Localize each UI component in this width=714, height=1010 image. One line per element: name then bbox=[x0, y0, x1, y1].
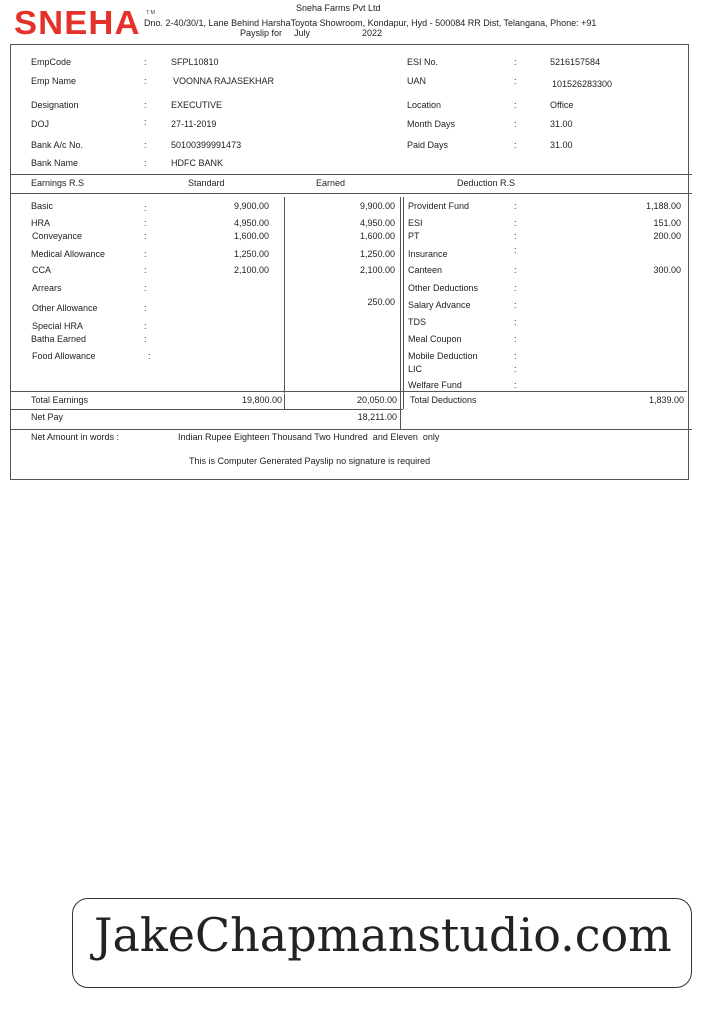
deduction-label: Canteen bbox=[408, 265, 443, 275]
colon: : bbox=[514, 57, 517, 67]
colon: : bbox=[144, 334, 147, 344]
col-sep bbox=[400, 197, 401, 429]
total-standard-value: 19,800.00 bbox=[241, 395, 282, 405]
earning-label: Arrears bbox=[32, 283, 62, 293]
colon: : bbox=[144, 117, 147, 127]
colon: : bbox=[144, 265, 147, 275]
col-sep bbox=[284, 394, 285, 410]
deduction-label: Other Deductions bbox=[408, 283, 479, 293]
colon: : bbox=[514, 300, 517, 310]
deduction-value: 200.00 bbox=[653, 231, 681, 241]
col-sep bbox=[284, 197, 285, 393]
bank-name-label: Bank Name bbox=[31, 158, 79, 168]
colon: : bbox=[144, 303, 147, 313]
month-days-value: 31.00 bbox=[550, 119, 573, 129]
deduction-label: Provident Fund bbox=[408, 201, 470, 211]
deduction-value: 1,188.00 bbox=[645, 201, 681, 211]
month-days-label: Month Days bbox=[407, 119, 456, 129]
earning-standard-value: 4,950.00 bbox=[233, 218, 269, 228]
location-value: Office bbox=[550, 100, 574, 110]
esi-value: 5216157584 bbox=[550, 57, 601, 67]
doj-value: 27-11-2019 bbox=[171, 119, 217, 129]
colon: : bbox=[144, 158, 147, 168]
empname-value: VOONNA RAJASEKHAR bbox=[173, 76, 275, 86]
colon: : bbox=[144, 218, 147, 228]
doj-label: DOJ bbox=[31, 119, 49, 129]
earning-earned-value: 9,900.00 bbox=[359, 201, 395, 211]
colon: : bbox=[514, 245, 517, 255]
bank-name-value: HDFC BANK bbox=[171, 158, 224, 168]
earning-standard-value: 1,250.00 bbox=[233, 249, 269, 259]
earning-standard-value: 1,600.00 bbox=[233, 231, 269, 241]
colon: : bbox=[514, 201, 517, 211]
deduction-label: Mobile Deduction bbox=[408, 351, 478, 361]
deduction-header: Deduction R.S bbox=[457, 178, 516, 188]
location-label: Location bbox=[407, 100, 442, 110]
table-top-rule bbox=[10, 174, 692, 175]
colon: : bbox=[514, 119, 517, 129]
company-logo: SNEHA TM bbox=[14, 4, 156, 41]
colon: : bbox=[514, 380, 517, 390]
colon: : bbox=[514, 76, 517, 86]
earning-label: CCA bbox=[32, 265, 52, 275]
totals-bottom-rule bbox=[10, 429, 692, 430]
earning-earned-value: 4,950.00 bbox=[359, 218, 395, 228]
earning-label: Basic bbox=[31, 201, 54, 211]
empname-label: Emp Name bbox=[31, 76, 77, 86]
total-deductions-value: 1,839.00 bbox=[648, 395, 684, 405]
earned-header: Earned bbox=[316, 178, 346, 188]
colon: : bbox=[514, 231, 517, 241]
colon: : bbox=[144, 140, 147, 150]
earning-label: Special HRA bbox=[32, 321, 84, 331]
company-name: Sneha Farms Pvt Ltd bbox=[296, 3, 381, 13]
total-earnings-label: Total Earnings bbox=[31, 395, 89, 405]
payslip-month: July bbox=[294, 28, 311, 38]
net-pay-label: Net Pay bbox=[31, 412, 64, 422]
colon: : bbox=[144, 100, 147, 110]
colon: : bbox=[514, 351, 517, 361]
designation-value: EXECUTIVE bbox=[171, 100, 223, 110]
colon: : bbox=[514, 334, 517, 344]
colon: : bbox=[148, 351, 151, 361]
earning-earned-value: 2,100.00 bbox=[359, 265, 395, 275]
deduction-label: Salary Advance bbox=[408, 300, 471, 310]
earning-label: HRA bbox=[31, 218, 51, 228]
earning-label: Batha Earned bbox=[31, 334, 87, 344]
empcode-value: SFPL10810 bbox=[171, 57, 219, 67]
deduction-label: ESI bbox=[408, 218, 423, 228]
total-earned-value: 20,050.00 bbox=[356, 395, 397, 405]
earnings-header: Earnings R.S bbox=[31, 178, 85, 188]
earning-label: Food Allowance bbox=[32, 351, 96, 361]
earning-label: Medical Allowance bbox=[31, 249, 106, 259]
col-sep bbox=[403, 197, 404, 409]
colon: : bbox=[144, 57, 147, 67]
colon: : bbox=[514, 265, 517, 275]
net-pay-value: 18,211.00 bbox=[357, 412, 397, 422]
computer-generated-note: This is Computer Generated Payslip no signature is required bbox=[189, 456, 431, 466]
total-deductions-label: Total Deductions bbox=[410, 395, 477, 405]
paid-days-value: 31.00 bbox=[550, 140, 573, 150]
totals-top-rule bbox=[10, 391, 687, 392]
colon: : bbox=[514, 283, 517, 293]
earning-earned-value: 1,250.00 bbox=[359, 249, 395, 259]
totals-mid-rule bbox=[10, 409, 403, 410]
table-header-rule bbox=[10, 193, 692, 194]
colon: : bbox=[144, 283, 147, 293]
deduction-label: Welfare Fund bbox=[408, 380, 462, 390]
colon: : bbox=[144, 231, 147, 241]
designation-label: Designation bbox=[31, 100, 79, 110]
colon: : bbox=[144, 203, 147, 213]
colon: : bbox=[514, 218, 517, 228]
earning-standard-value: 9,900.00 bbox=[233, 201, 269, 211]
uan-value: 101526283300 bbox=[552, 79, 613, 89]
deduction-label: TDS bbox=[408, 317, 426, 327]
deduction-label: Insurance bbox=[408, 249, 448, 259]
company-address: Dno. 2-40/30/1, Lane Behind HarshaToyota Showroom, Kondapur, Hyd - 500084 RR Dist, Telangana, Phone: +91 bbox=[144, 18, 597, 28]
bank-ac-value: 50100399991473 bbox=[171, 140, 242, 150]
colon: : bbox=[144, 321, 147, 331]
earning-earned-value: 1,600.00 bbox=[359, 231, 395, 241]
colon: : bbox=[144, 249, 147, 259]
deduction-value: 300.00 bbox=[653, 265, 681, 275]
colon: : bbox=[514, 364, 517, 374]
bank-ac-label: Bank A/c No. bbox=[31, 140, 84, 150]
amount-words-value: Indian Rupee Eighteen Thousand Two Hundred and Eleven only bbox=[178, 432, 440, 442]
watermark-text: JakeChapmanstudio.com bbox=[94, 908, 672, 962]
deduction-label: PT bbox=[408, 231, 420, 241]
uan-label: UAN bbox=[407, 76, 427, 86]
deduction-label: Meal Coupon bbox=[408, 334, 462, 344]
empcode-label: EmpCode bbox=[31, 57, 72, 67]
payslip-for-label: Payslip for bbox=[240, 28, 283, 38]
deduction-label: LIC bbox=[408, 364, 423, 374]
colon: : bbox=[514, 140, 517, 150]
esi-label: ESI No. bbox=[407, 57, 439, 67]
standard-header: Standard bbox=[188, 178, 225, 188]
earning-label: Other Allowance bbox=[32, 303, 98, 313]
earning-earned-value: 250.00 bbox=[367, 297, 395, 307]
deduction-value: 151.00 bbox=[653, 218, 681, 228]
earning-label: Conveyance bbox=[32, 231, 83, 241]
amount-words-label: Net Amount in words : bbox=[31, 432, 120, 442]
payslip-year: 2022 bbox=[362, 28, 383, 38]
colon: : bbox=[144, 76, 147, 86]
colon: : bbox=[514, 100, 517, 110]
paid-days-label: Paid Days bbox=[407, 140, 449, 150]
colon: : bbox=[514, 317, 517, 327]
earning-standard-value: 2,100.00 bbox=[233, 265, 269, 275]
